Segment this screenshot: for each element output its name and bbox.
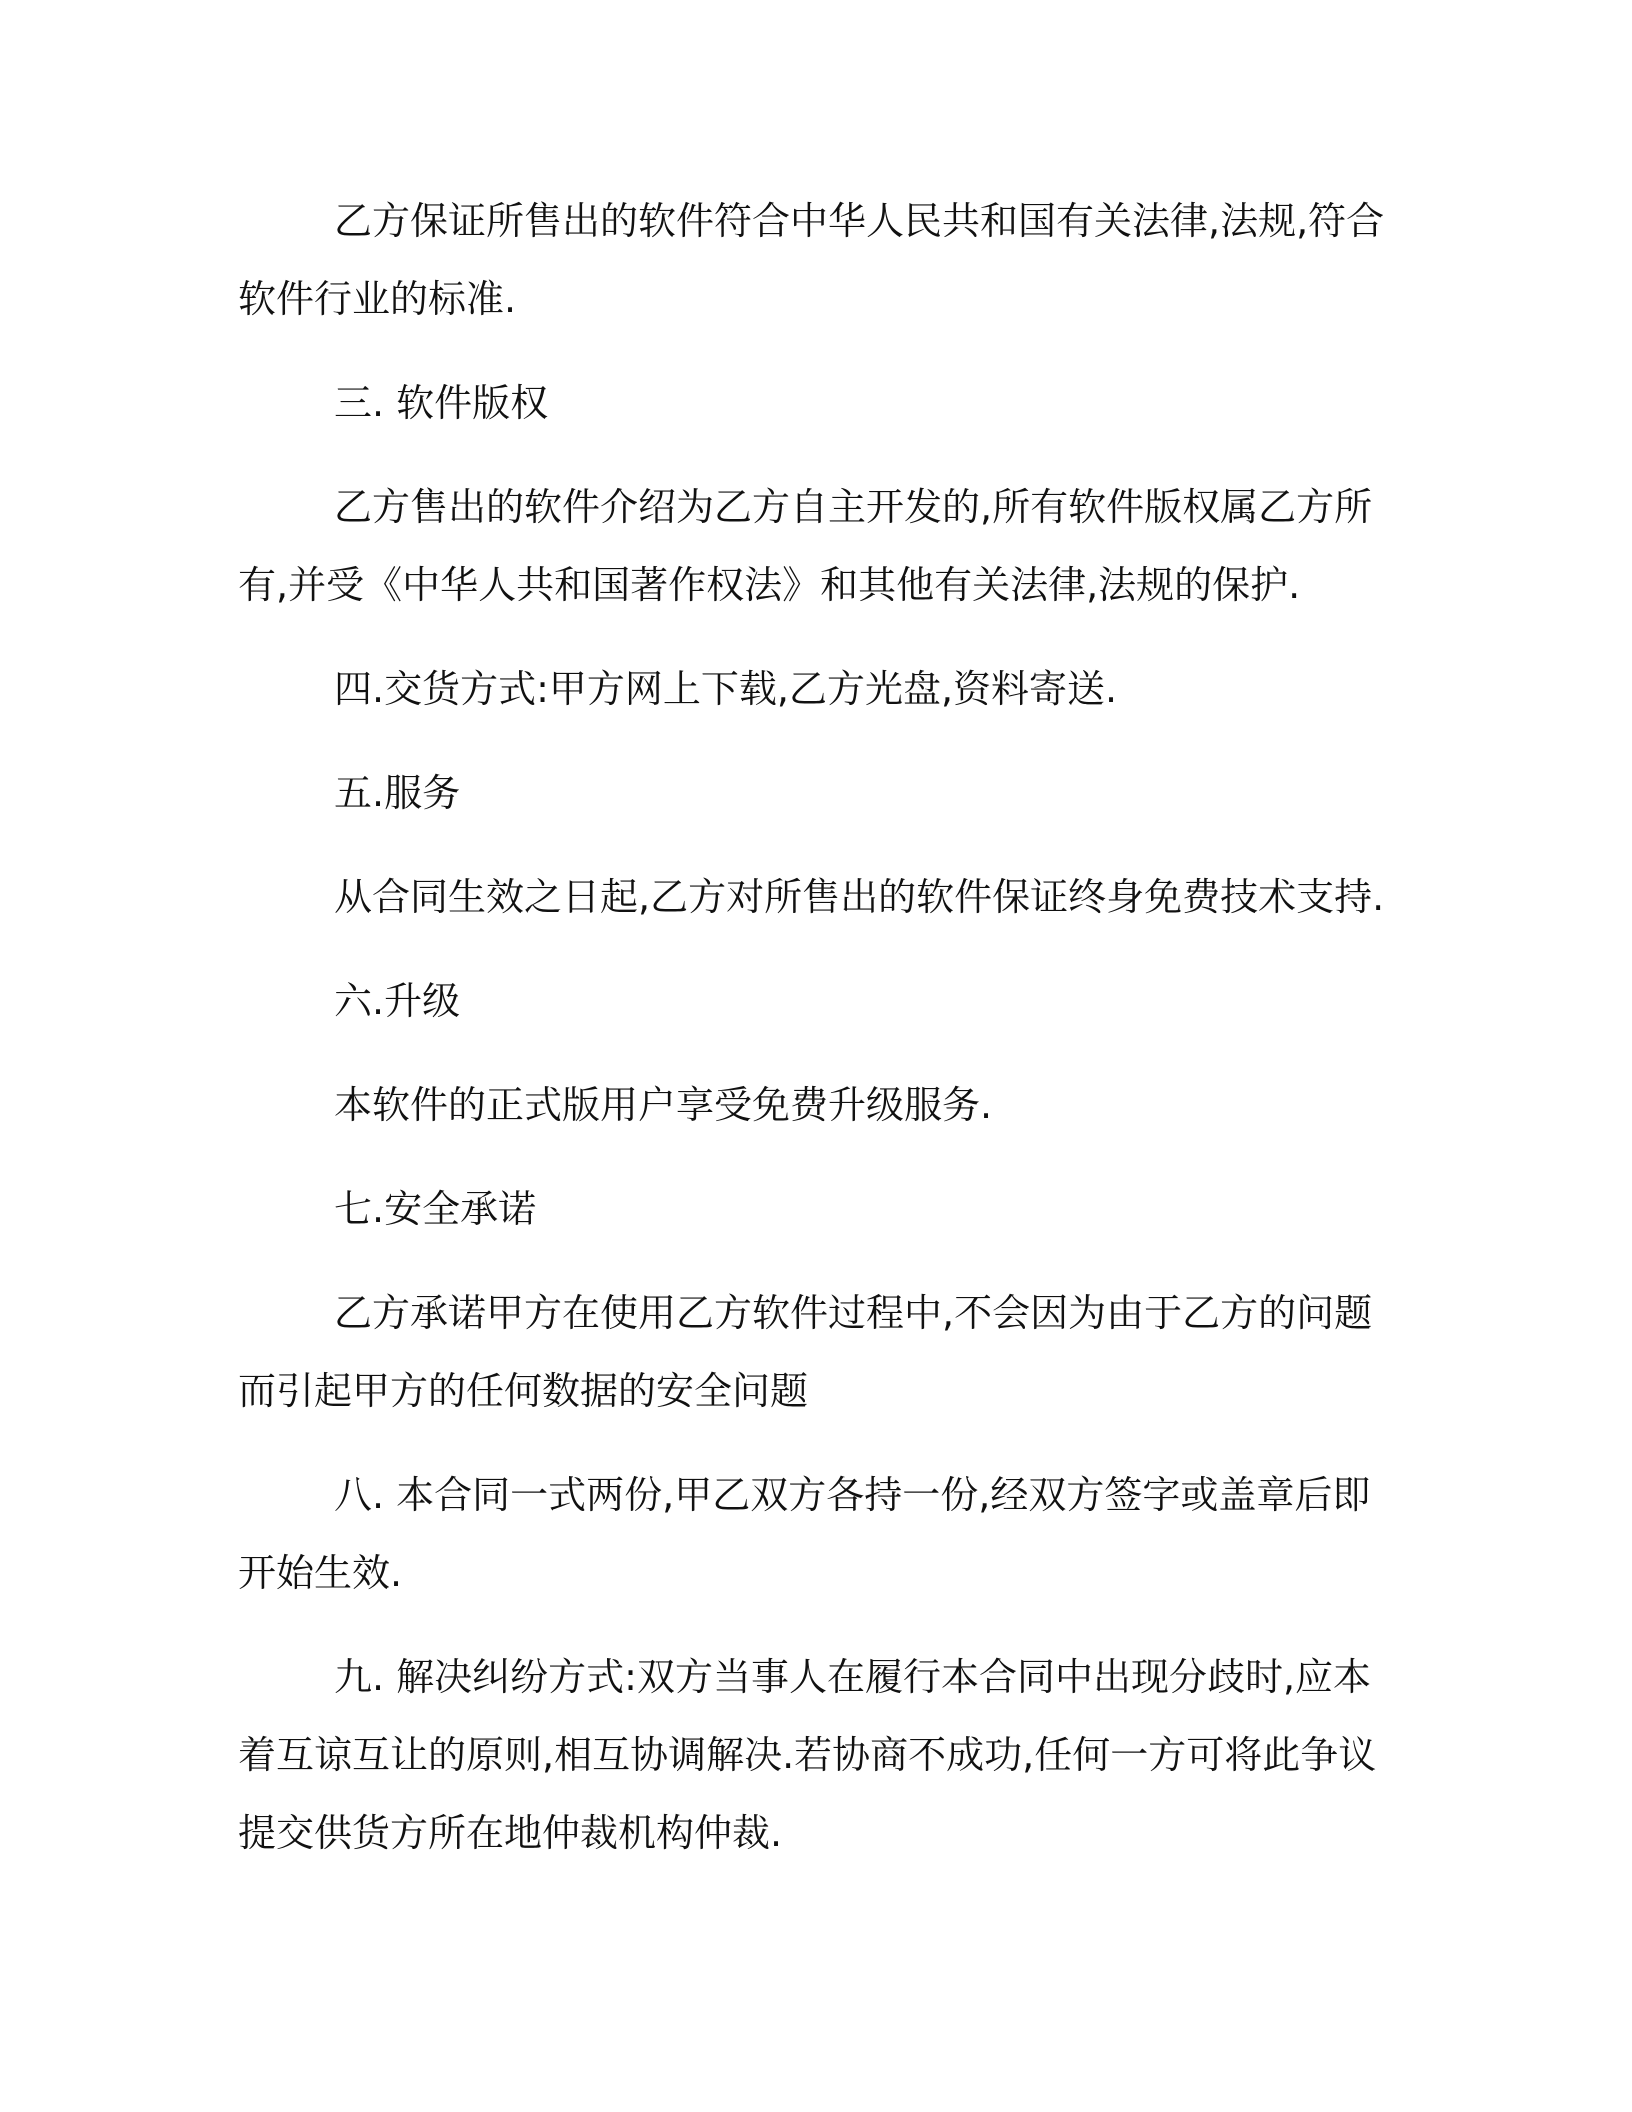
paragraph-copies: 八. 本合同一式两份,甲乙双方各持一份,经双方签字或盖章后即开始生效. xyxy=(238,1473,1371,1595)
document-page xyxy=(238,182,1388,1898)
paragraph-dispute-resolution: 九. 解决纠纷方式:双方当事人在履行本合同中出现分歧时,应本着互谅互让的原则,相互协调解决.若协商不成功,任何一方可将此争议提交供货方所在地仲裁机构仲裁. xyxy=(238,1655,1377,1855)
heading-security-commitment: 七.安全承诺 xyxy=(334,1187,537,1231)
heading-upgrade: 六.升级 xyxy=(334,979,461,1023)
paragraph-security: 乙方承诺甲方在使用乙方软件过程中,不会因为由于乙方的问题而引起甲方的任何数据的安全问题 xyxy=(238,1291,1373,1413)
heading-software-copyright: 三. 软件版权 xyxy=(334,381,549,425)
paragraph-copyright: 乙方售出的软件介绍为乙方自主开发的,所有软件版权属乙方所有,并受《中华人共和国著作权法》和其他有关法律,法规的保护. xyxy=(238,485,1373,607)
paragraph-service: 从合同生效之日起,乙方对所售出的软件保证终身免费技术支持. xyxy=(334,875,1385,919)
heading-delivery-method: 四.交货方式:甲方网上下载,乙方光盘,资料寄送. xyxy=(334,667,1118,711)
heading-service: 五.服务 xyxy=(334,771,461,815)
paragraph-upgrade: 本软件的正式版用户享受免费升级服务. xyxy=(334,1083,993,1127)
paragraph-standards: 乙方保证所售出的软件符合中华人民共和国有关法律,法规,符合软件行业的标准. xyxy=(238,199,1385,321)
